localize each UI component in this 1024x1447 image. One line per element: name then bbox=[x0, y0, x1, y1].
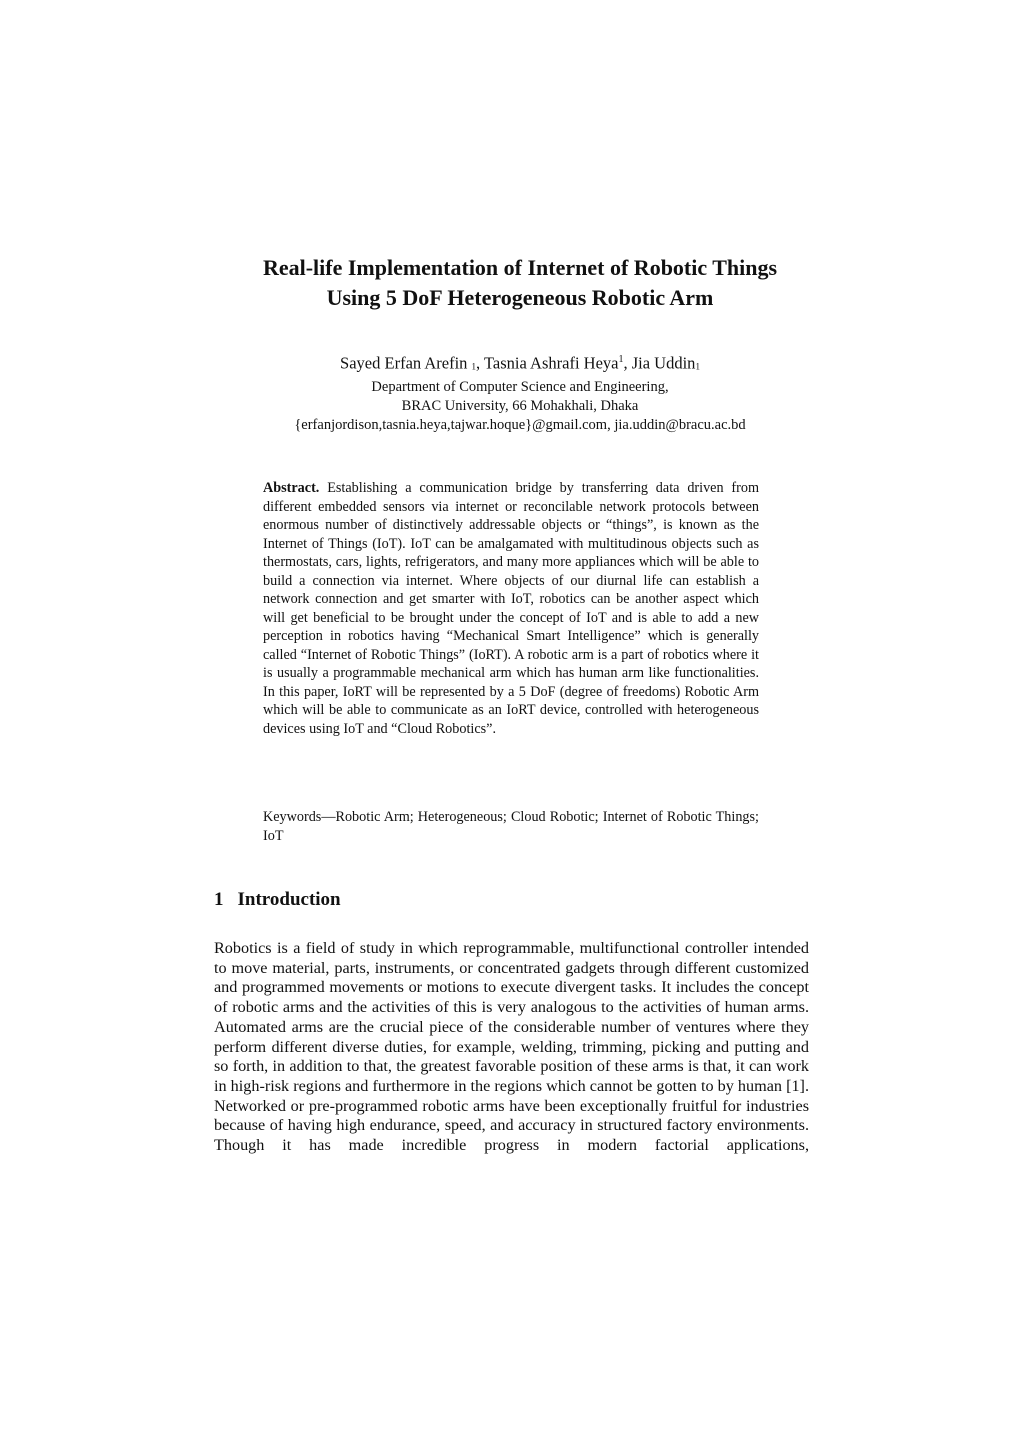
affiliation-mark: 1 bbox=[695, 361, 700, 372]
author-name: Tasnia Ashrafi Heya bbox=[484, 353, 619, 373]
department: Department of Computer Science and Engineering, bbox=[371, 378, 669, 395]
title-line-2: Using 5 DoF Heterogeneous Robotic Arm bbox=[326, 285, 714, 310]
author-name: Sayed Erfan Arefin bbox=[340, 353, 468, 373]
intro-paragraph: Robotics is a field of study in which reprogrammable, multifunctional controller intended to move material, parts, instruments, or concentrated gadgets through different customized and programmed movements or motions to execute divergent tasks. It includes the concept of robotic arms and the activities of this is very analogous to the activities of human arms. Automated arms are the crucial piece of the considerable number of ventures where they perform different diverse duties, for example, welding, trimming, picking and putting and so forth, in addition to that, the greatest favorable position of these arms is that, it can work in high-risk regions and furthermore in the regions which cannot be gotten to by human [1]. Networked or pre-programmed robotic arms have been exceptionally fruitful for industries because of having high endurance, speed, and accuracy in structured factory environments. Though it has made incredible progress in modern factorial applications, bbox=[214, 939, 809, 1155]
affiliation-mark: 1 bbox=[471, 361, 477, 372]
paper-title bbox=[180, 253, 860, 313]
abstract-label: Abstract. bbox=[263, 480, 320, 496]
author-emails: {erfanjordison,tasnia.heya,tajwar.hoque}@gmail.com, jia.uddin@bracu.ac.bd bbox=[294, 416, 746, 433]
university: BRAC University, 66 Mohakhali, Dhaka bbox=[401, 397, 639, 414]
affiliation-mark: 1 bbox=[618, 354, 624, 365]
section-heading bbox=[214, 889, 341, 911]
section-number: 1 bbox=[214, 889, 224, 910]
abstract-text: Establishing a communication bridge by transferring data driven from different embedded sensors via internet or reconcilable network protocols between enormous number of distinctively addressable objects or “things”, is known as the Internet of Things (IoT). IoT can be amalgamated with multitudinous objects such as thermostats, cars, lights, refrigerators, and many more appliances which will be able to build a connection via internet. Where objects of our diurnal life can establish a network connection and get smarter with IoT, robotics can be another aspect which will get beneficial to be brought under the concept of IoT and is able to add a new perception in robotics having “Mechanical Smart Intelligence” which is generally called “Internet of Robotic Things” (IoRT). A robotic arm is a part of robotics where it is usually a programmable mechanical arm which has human arm like functionalities. In this paper, IoRT will be represented by a 5 DoF (degree of freedoms) Robotic Arm which will be able to communicate as an IoRT device, controlled with heterogeneous devices using IoT and “Cloud Robotics”. bbox=[263, 480, 760, 737]
section-title: Introduction bbox=[237, 889, 341, 910]
author-name: Jia Uddin bbox=[631, 353, 696, 373]
abstract bbox=[263, 479, 759, 738]
title-line-1: Real-life Implementation of Internet of Robotic Things bbox=[262, 255, 778, 280]
keywords: Keywords—Robotic Arm; Heterogeneous; Cloud Robotic; Internet of Robotic Things; IoT bbox=[263, 809, 759, 844]
author-list: Sayed Erfan Arefin 1, Tasnia Ashrafi Heya$^1$, Jia Uddin1 bbox=[340, 353, 700, 373]
author-block bbox=[200, 350, 840, 435]
